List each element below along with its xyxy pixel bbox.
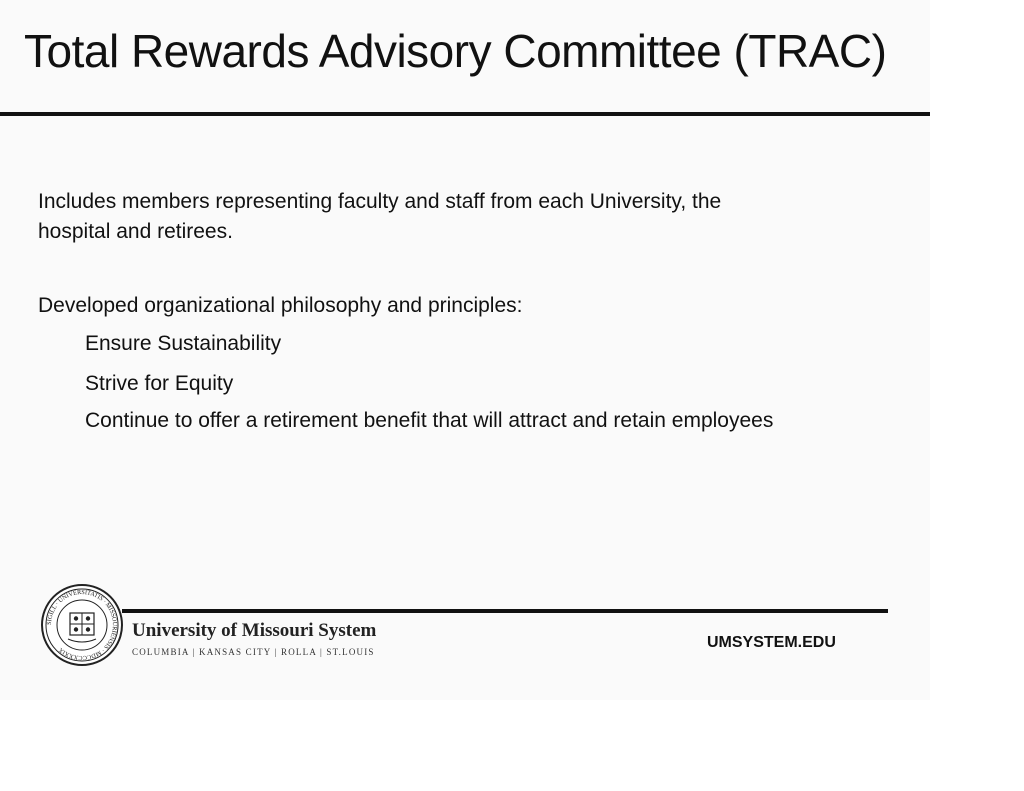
university-seal-icon [40,583,124,667]
principle-item: Strive for Equity [85,372,234,395]
university-name: University of Missouri System [132,620,377,641]
philosophy-heading: Developed organizational philosophy and principles: [38,294,523,317]
slide-title: Total Rewards Advisory Committee (TRAC) [24,25,887,77]
seal-text: SIGILL · UNIVERSITATIS · MISSOURIENSIS · MDCCCXXXIX [45,588,119,662]
principle-item: Continue to offer a retirement benefit that will attract and retain employees [85,409,774,432]
intro-line-1: Includes members representing faculty and staff from each University, the [38,190,722,213]
intro-line-2: hospital and retirees. [38,220,233,243]
title-divider [0,112,930,116]
principle-item: Ensure Sustainability [85,332,282,355]
intro-paragraph [38,187,721,247]
footer-divider [122,609,888,613]
website-url[interactable]: UMSYSTEM.EDU [707,634,836,651]
campus-list: COLUMBIA | KANSAS CITY | ROLLA | ST.LOUIS [132,647,375,657]
